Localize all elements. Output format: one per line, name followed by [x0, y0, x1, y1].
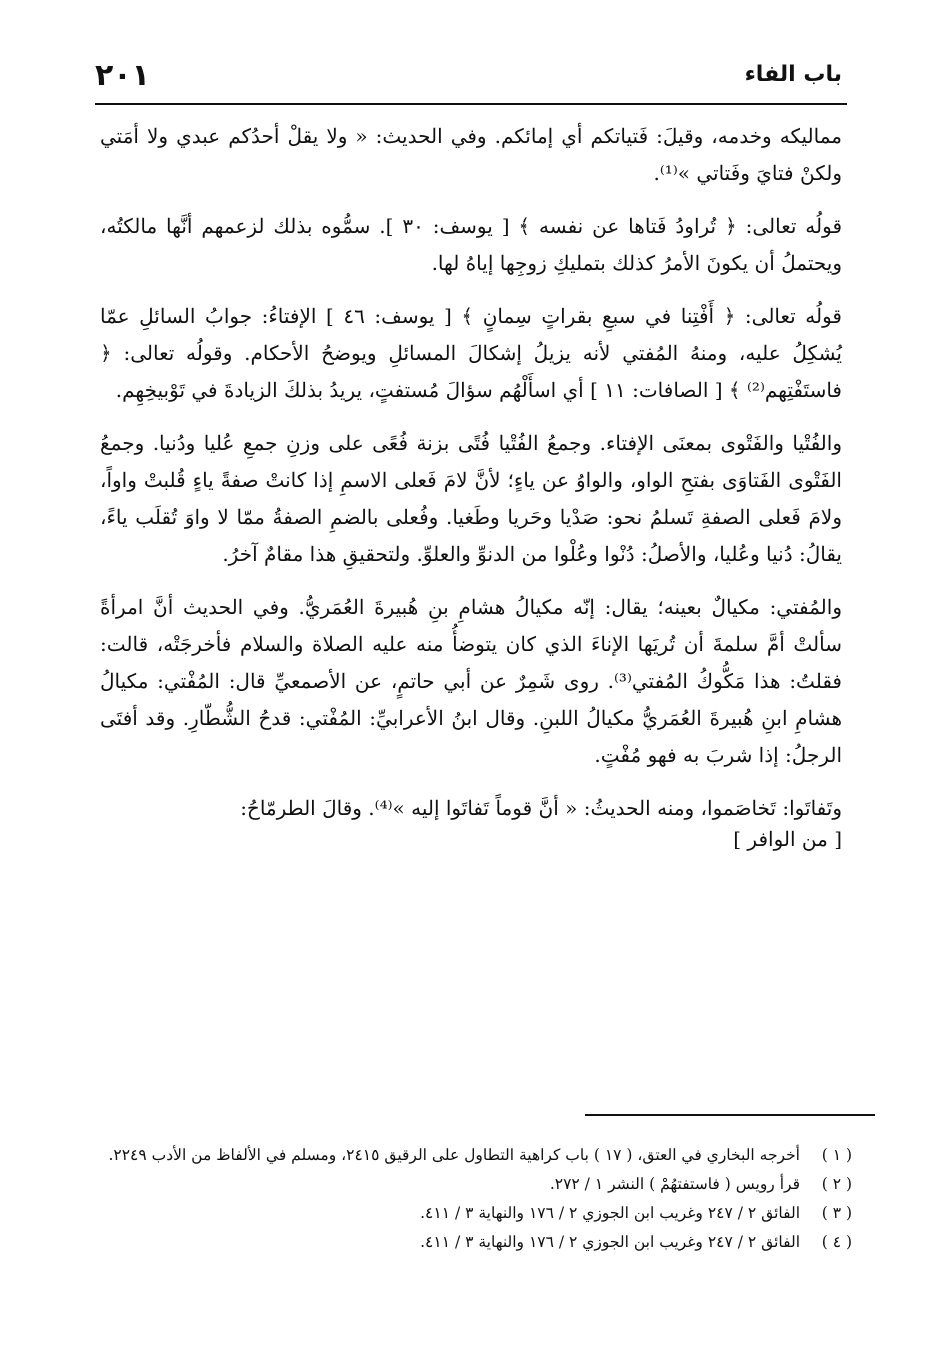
paragraph: قولُه تعالى: ﴿ تُراودُ فَتاها عن نفسه ﴾ [ يوسف: ٣٠ ]. سمُّوه بذلك لزعمهم أنَّها مالكتُه، ويحتملُ أن يكونَ الأمرُ كذلك بتمليكِ زوجِها إياهُ لها.: [100, 214, 842, 275]
paragraph: وتَفاتَوا: تَخاصَموا، ومنه الحديثُ: « أنَّ قوماً تَفاتَوا إليه »⁽⁴⁾. وقالَ الطرمّاحُ:: [240, 796, 842, 820]
footnote-text: الفائق ٢ / ٢٤٧ وغريب ابن الجوزي ٢ / ١٧٦ والنهاية ٣ / ٤١١.: [420, 1204, 800, 1222]
main-text: [100, 118, 842, 858]
footnote: [98, 1200, 852, 1226]
footnote-number: ( ١ ): [821, 1146, 852, 1164]
paragraph: والفُتْيا والفَتْوى بمعنَى الإفتاء. وجمعُ الفُتْيا فُتًى بزنة فُعًى على وزنِ جمعِ عُليا ودُنيا. وجمعُ الفَتْوى الفَتاوَى بفتحِ الواو، والواوُ عن ياءٍ؛ لأنَّ لامَ فَعلى الاسمِ إذا كانتْ صفةً ياءٍ قُلبتْ واواً، ولامَ فَعلى الصفةِ تَسلمُ نحو: صَدْيا وحَريا وطَغيا. وفُعلى بالضمِ الصفةُ ممّا لا واوَ تُقلَب ياءً، يقالُ: دُنيا وعُليا، والأصلُ: دُنْوا وعُلْوا من الدنوِّ والعلوِّ. ولتحقيقِ هذا مقامٌ آخرُ.: [100, 431, 843, 566]
page-number: ٢٠١: [95, 58, 150, 93]
footnote-number: ( ٣ ): [821, 1204, 852, 1222]
footnote-number: ( ٢ ): [821, 1175, 852, 1193]
footnote: [98, 1171, 852, 1197]
chapter-title: باب الفاء: [744, 62, 842, 87]
footnote-number: ( ٤ ): [821, 1233, 852, 1251]
header-divider: [95, 103, 847, 105]
footnote-text: قرأ رويس ( فاستفتهُمْ ) النشر ١ / ٢٧٢.: [549, 1175, 800, 1193]
footnote: [98, 1229, 852, 1255]
paragraph: والمُفتي: مكيالٌ بعينه؛ يقال: إنّه مكيالُ هشامِ بنِ هُبيرةَ العُمَريُّ. وفي الحديث أنَّ امرأةً سألتْ أمَّ سلمةَ أن تُريَها الإناءَ الذي كان يتوضأُ منه عليه الصلاة والسلام فأخرجَتْه، قالت: فقلتُ: هذا مَكُّوكُ المُفتي⁽³⁾. روى شَمِرٌ عن أبي حاتمٍ، عن الأصمعيِّ قال: المُفْتي: مكيالُ هشامِ ابنِ هُبيرةَ العُمَريُّ مكيالُ اللبنِ. وقال ابنُ الأعرابيِّ: المُفْتي: قدحُ الشُّطّارِ. وقد أفتَى الرجلُ: إذا شربَ به فهو مُفْتٍ.: [100, 595, 842, 767]
footnote-text: أخرجه البخاري في العتق، ( ١٧ ) باب كراهية التطاول على الرقيق ٢٤١٥، ومسلم في الألفاظ من الأدب ٢٢٤٩.: [108, 1146, 800, 1164]
footnote-divider: [585, 1114, 875, 1116]
footnote: [98, 1142, 852, 1168]
page-header: [95, 58, 842, 102]
paragraph: مماليكه وخدمه، وقيلَ: فَتياتكم أي إمائكم. وفي الحديث: « ولا يقلْ أحدُكم عبدي ولا أمَتي ولكنْ فتايَ وفَتاتي »⁽¹⁾.: [100, 124, 842, 185]
footnotes: [98, 1142, 852, 1258]
paragraph: قولُه تعالى: ﴿ أَفْتِنا في سبعِ بقراتٍ سِمانٍ ﴾ [ يوسف: ٤٦ ] الإفتاءُ: جوابُ السائلِ عمّا يُشكِلُ عليه، ومنهُ المُفتي لأنه يزيلُ إشكالَ المسائلِ ويوضحُ الأحكام. وقولُه تعالى: ﴿ فاستَفْتِهم⁽²⁾ ﴾ [ الصافات: ١١ ] أي اسأَلْهُم سؤالَ مُستفتٍ، يريدُ بذلكَ الزيادةَ في تَوْبيخِهِم.: [100, 304, 842, 402]
verse-meter-tag: [ من الوافر ]: [733, 827, 842, 851]
footnote-text: الفائق ٢ / ٢٤٧ وغريب ابن الجوزي ٢ / ١٧٦ والنهاية ٣ / ٤١١.: [420, 1233, 800, 1251]
